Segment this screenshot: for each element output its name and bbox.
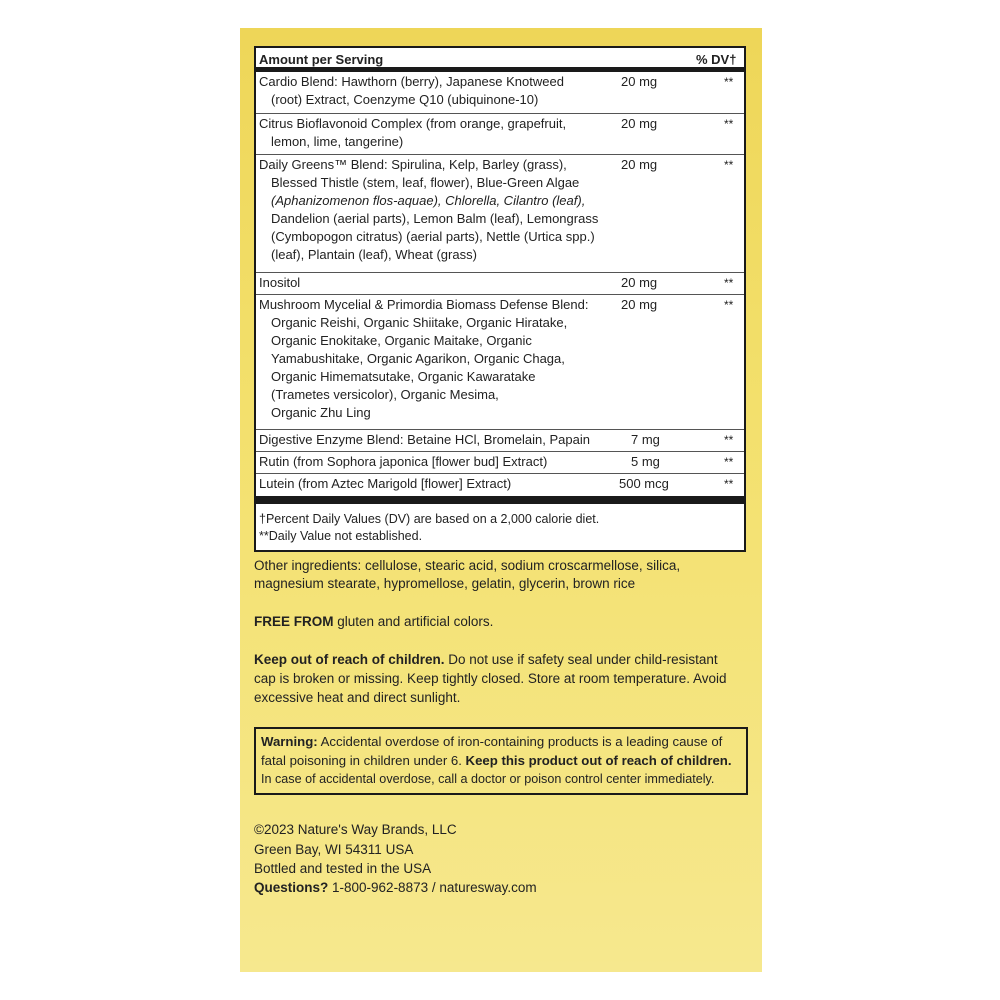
questions-contact-text: 1-800-962-8873 / naturesway.com [328, 880, 537, 895]
footnote-not-established: **Daily Value not established. [259, 529, 423, 543]
ingredient-line: Organic Reishi, Organic Shiitake, Organic Hiratake, [271, 315, 568, 330]
ingredient-line: Organic Zhu Ling [271, 405, 371, 420]
ingredient-dv: ** [724, 455, 734, 469]
ingredient-row [256, 295, 744, 430]
ingredient-line: Yamabushitake, Organic Agarikon, Organic Chaga, [271, 351, 565, 366]
keep-out-line: cap is broken or missing. Keep tightly closed. Store at room temperature. Avoid [254, 671, 727, 686]
ingredient-line: (leaf), Plantain (leaf), Wheat (grass) [271, 247, 477, 262]
ingredient-line: Organic Enokitake, Organic Maitake, Organic [271, 333, 532, 348]
ingredient-line: Organic Himematsutake, Organic Kawaratake [271, 369, 536, 384]
amount-per-serving-heading: Amount per Serving [259, 52, 384, 67]
ingredient-line: Dandelion (aerial parts), Lemon Balm (leaf), Lemongrass [271, 211, 599, 226]
ingredient-line: Cardio Blend: Hawthorn (berry), Japanese Knotweed [259, 74, 564, 89]
other-ingredients-line: magnesium stearate, hypromellose, gelatin, glycerin, brown rice [254, 576, 636, 591]
other-ingredients-line: Other ingredients: cellulose, stearic acid, sodium croscarmellose, silica, [254, 558, 681, 573]
keep-out-line: excessive heat and direct sunlight. [254, 690, 461, 705]
ingredient-dv: ** [724, 75, 734, 89]
ingredient-row [256, 430, 744, 452]
ingredient-amount: 20 mg [621, 297, 658, 312]
warning-line [261, 732, 722, 751]
keep-out-text: Do not use if safety seal under child-resistant [444, 652, 718, 667]
ingredient-line: Daily Greens™ Blend: Spirulina, Kelp, Barley (grass), [259, 157, 567, 172]
ingredient-amount: 20 mg [621, 157, 658, 172]
ingredient-dv: ** [724, 276, 734, 290]
supplement-facts-panel [254, 46, 746, 552]
ingredient-line: Inositol [259, 275, 301, 290]
ingredient-line: Lutein (from Aztec Marigold [flower] Extract) [259, 476, 512, 491]
ingredient-amount: 5 mg [631, 454, 660, 469]
warning-text: fatal poisoning in children under 6. [261, 753, 466, 768]
ingredient-line: Blessed Thistle (stem, leaf, flower), Blue-Green Algae [271, 175, 580, 190]
ingredient-name [259, 115, 604, 151]
ingredient-row [256, 72, 744, 114]
free-from-statement [254, 612, 493, 632]
ingredient-line: (root) Extract, Coenzyme Q10 (ubiquinone-10) [271, 92, 539, 107]
ingredient-dv: ** [724, 117, 734, 131]
warning-label: Warning: [261, 734, 318, 749]
ingredient-line: lemon, lime, tangerine) [271, 134, 404, 149]
ingredient-line: (Cymbopogon citratus) (aerial parts), Nettle (Urtica spp.) [271, 229, 595, 244]
panel-header [256, 48, 744, 72]
ingredient-dv: ** [724, 298, 734, 312]
warning-line: In case of accidental overdose, call a doctor or poison control center immediately. [261, 772, 715, 786]
ingredient-line: (Trametes versicolor), Organic Mesima, [271, 387, 499, 402]
ingredient-line: (Aphanizomenon flos-aquae), Chlorella, Cilantro (leaf), [271, 193, 586, 208]
ingredient-line: Citrus Bioflavonoid Complex (from orange, grapefruit, [259, 116, 567, 131]
company-address: Green Bay, WI 54311 USA [254, 842, 414, 857]
ingredient-dv: ** [724, 158, 734, 172]
ingredient-line: Rutin (from Sophora japonica [flower bud] Extract) [259, 454, 548, 469]
keep-out-label: Keep out of reach of children. [254, 652, 445, 667]
ingredient-dv: ** [724, 477, 734, 491]
ingredient-name [259, 296, 604, 422]
ingredient-row [256, 474, 744, 496]
ingredient-amount: 500 mcg [619, 476, 669, 491]
ingredient-name [259, 431, 604, 449]
ingredient-amount: 20 mg [621, 116, 658, 131]
ingredient-row [256, 452, 744, 474]
ingredient-name [259, 475, 604, 493]
free-from-text: gluten and artificial colors. [333, 614, 494, 629]
ingredient-name [259, 274, 604, 292]
ingredient-amount: 7 mg [631, 432, 660, 447]
iron-warning-box [254, 727, 748, 795]
ingredient-amount: 20 mg [621, 74, 658, 89]
ingredient-name [259, 453, 604, 471]
warning-emphasis: Keep this product out of reach of children. [465, 753, 732, 768]
questions-label: Questions? [254, 880, 329, 895]
ingredient-name [259, 73, 604, 109]
copyright: ©2023 Nature's Way Brands, LLC [254, 822, 457, 837]
warning-text: Accidental overdose of iron-containing products is a leading cause of [317, 734, 723, 749]
panel-divider [256, 496, 744, 504]
footnote-dv: †Percent Daily Values (DV) are based on a 2,000 calorie diet. [259, 512, 600, 526]
free-from-label: FREE FROM [254, 614, 334, 629]
ingredient-row [256, 273, 744, 295]
bottled-note: Bottled and tested in the USA [254, 861, 432, 876]
dv-heading: % DV† [696, 52, 737, 67]
ingredient-row [256, 114, 744, 155]
warning-line [261, 751, 732, 770]
ingredient-name [259, 156, 604, 264]
ingredient-line: Digestive Enzyme Blend: Betaine HCl, Bromelain, Papain [259, 432, 590, 447]
ingredient-amount: 20 mg [621, 275, 658, 290]
questions-contact [254, 878, 537, 898]
keep-out-statement [254, 650, 718, 670]
ingredient-dv: ** [724, 433, 734, 447]
ingredient-row [256, 155, 744, 273]
ingredient-line: Mushroom Mycelial & Primordia Biomass Defense Blend: [259, 297, 589, 312]
